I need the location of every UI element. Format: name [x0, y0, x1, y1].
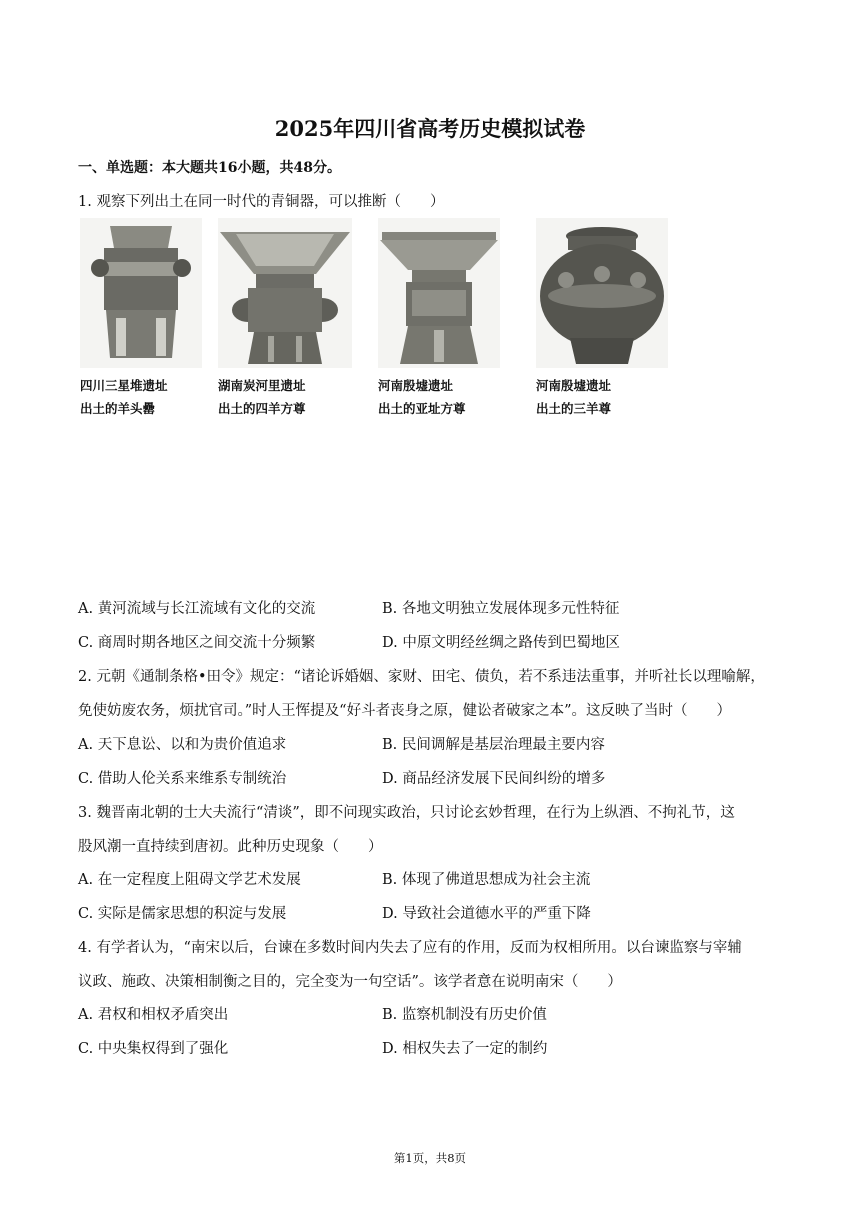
- artifact-caption-2b: 出土的四羊方尊: [218, 401, 306, 416]
- artifact-figure-2: [218, 218, 348, 420]
- question-1-stem: 1. 观察下列出土在同一时代的青铜器，可以推断（ ）: [78, 194, 445, 210]
- artifact-figure-4: [536, 218, 666, 420]
- q3-option-d[interactable]: D. 导致社会道德水平的严重下降: [382, 906, 591, 922]
- q4-option-d[interactable]: D. 相权失去了一定的制约: [382, 1041, 548, 1057]
- q1-option-a[interactable]: A. 黄河流域与长江流域有文化的交流: [78, 601, 316, 617]
- artifact-caption-1b: 出土的羊头罍: [80, 401, 156, 416]
- q3-option-c[interactable]: C. 实际是儒家思想的积淀与发展: [78, 906, 287, 922]
- q4-option-c[interactable]: C. 中央集权得到了强化: [78, 1041, 229, 1057]
- q1-option-b[interactable]: B. 各地文明独立发展体现多元性特征: [382, 601, 620, 617]
- exam-title: 2025年四川省高考历史模拟试卷: [274, 116, 586, 141]
- question-2-stem-line2: 免使妨废农务，烦扰官司。”时人王恽提及“好斗者丧身之原，健讼者破家之本”。这反映了当时（ ）: [78, 703, 731, 719]
- bronze-lei-vessel-image: [80, 218, 202, 368]
- q2-option-b[interactable]: B. 民间调解是基层治理最主要内容: [382, 737, 605, 753]
- artifact-caption-4a: 河南殷墟遗址: [536, 378, 612, 393]
- q4-option-b[interactable]: B. 监察机制没有历史价值: [382, 1007, 547, 1023]
- artifact-caption-1a: 四川三星堆遗址: [80, 378, 168, 393]
- artifact-figure-1: [80, 218, 210, 420]
- q2-option-a[interactable]: A. 天下息讼、以和为贵价值追求: [78, 737, 287, 753]
- artifact-caption-3a: 河南殷墟遗址: [378, 378, 454, 393]
- q2-option-c[interactable]: C. 借助人伦关系来维系专制统治: [78, 771, 287, 787]
- artifact-caption-2a: 湖南炭河里遗址: [218, 378, 306, 393]
- question-4-stem-line2: 议政、施政、决策相制衡之目的，完全变为一句空话”。该学者意在说明南宋（ ）: [78, 974, 622, 990]
- section-heading: 一、单选题：本大题共16小题，共48分。: [78, 160, 341, 176]
- page-footer: 第1页，共8页: [393, 1151, 467, 1165]
- artifact-figure-3: [378, 218, 508, 420]
- q1-option-d[interactable]: D. 中原文明经丝绸之路传到巴蜀地区: [382, 635, 620, 651]
- bronze-zun-vessel-image: [218, 218, 352, 368]
- q4-option-a[interactable]: A. 君权和相权矛盾突出: [78, 1007, 229, 1023]
- artifact-caption-3b: 出土的亚址方尊: [378, 401, 466, 416]
- bronze-square-zun-image: [378, 218, 500, 368]
- q3-option-b[interactable]: B. 体现了佛道思想成为社会主流: [382, 872, 591, 888]
- question-2-stem-line1: 2. 元朝《通制条格•田令》规定：“诸论诉婚姻、家财、田宅、债负，若不系违法重事，并听社长以理喻解，: [78, 669, 765, 685]
- bronze-round-lei-image: [536, 218, 668, 368]
- q1-option-c[interactable]: C. 商周时期各地区之间交流十分频繁: [78, 635, 316, 651]
- question-4-stem-line1: 4. 有学者认为，“南宋以后，台谏在多数时间内失去了应有的作用，反而为权相所用。以台谏监察与宰辅: [78, 940, 742, 956]
- question-3-stem-line1: 3. 魏晋南北朝的士大夫流行“清谈”，即不问现实政治，只讨论玄妙哲理，在行为上纵酒、不拘礼节，这: [78, 805, 735, 821]
- question-3-stem-line2: 股风潮一直持续到唐初。此种历史现象（ ）: [78, 839, 383, 855]
- q2-option-d[interactable]: D. 商品经济发展下民间纠纷的增多: [382, 771, 606, 787]
- q3-option-a[interactable]: A. 在一定程度上阻碍文学艺术发展: [78, 872, 301, 888]
- artifact-caption-4b: 出土的三羊尊: [536, 401, 612, 416]
